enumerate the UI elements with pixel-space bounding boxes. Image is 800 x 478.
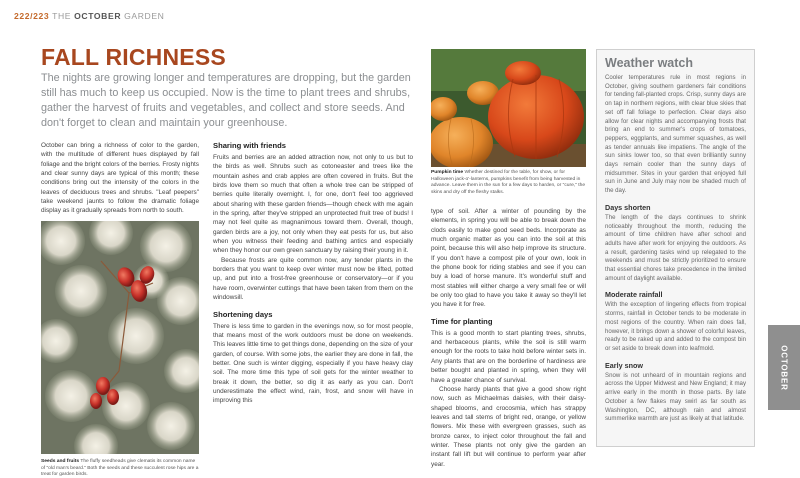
month-tab xyxy=(768,325,800,410)
weather-watch-box xyxy=(596,49,755,447)
paragraph: October can bring a richness of color to the garden, with the multitude of different hues displayed by fall foliage and the bright colors of the berries. Frosty nights and clear sunny days are typical of this month; these conditions bring out the intensity of the colors in the leaves of deciduous trees and shrubs. "Leaf peepers" take weekend jaunts to follow the dramatic foliage display as it gradually spreads from north to south. xyxy=(41,142,199,215)
caption-text: The fluffy seedheads give clematis its common name of "old man's beard." Both the seeds and these succulent rose hips are a treat for garden birds. xyxy=(41,459,199,478)
body-column-3 xyxy=(431,207,586,469)
pumpkins-photo xyxy=(431,49,586,167)
paragraph: Fruits and berries are an added attraction now, not only to us but to the birds as well. Shrubs such as cotoneaster and trees like the mountain ashes and crab apples are often covered in fruits. But the birds love them so much that often a whole tree can be stripped of berries quite literally overnight. I, for one, don't feel too aggrieved about sharing with these garden friends—though check with me again in the spring, after they've stripped an unprotected fruit tree of buds! I may not feel quite as magnanimous toward them. Overall, though, garden birds are a joy, not only when they eat pests for us, but also when you witness their feeding and bathing antics and especially when they honor our own green sanctuary by raising their young in it. xyxy=(213,154,413,255)
month-tab-label: OCTOBER xyxy=(779,344,789,391)
caption-text: Whether destined for the table, for show, or for Halloween jack-o'-lanterns, pumpkins benefit from being harvested in advance. Leave them in the sun for a few days to harden, or "cure," the skins and dry off the fleshy stalks. xyxy=(431,170,586,195)
subheading: Shortening days xyxy=(213,309,273,319)
sidebar-subheading: Moderate rainfall xyxy=(605,290,663,300)
paragraph: This is a good month to start planting trees, shrubs, and herbaceous plants, while the soil is still warm enough for the roots to take hold before winter sets in. Any plants that are on the borderline of hardiness are better bought and planted in spring, when they will have a greater chance of survival. xyxy=(431,329,586,384)
running-head xyxy=(14,11,165,21)
sidebar-subheading: Early snow xyxy=(605,360,643,370)
sidebar-paragraph: The length of the days continues to shrink noticeably throughout the month, reducing the amount of time children have after school and adults have after work for enjoying the outdoors. As a result, gardening tasks wind up relegated to the weekends and must be strictly prioritized to ensure that essential chores take precedence in the limited amount of daylight available. xyxy=(605,213,746,282)
paragraph: Choose hardy plants that give a good show right now, such as Michaelmas daisies, with their daisy-shaped blooms, and crocosmia, which has strappy leaves and tall stems of bright red, orange, or yellow flowers. Mix these with evergreen grasses, such as bronze carex, to inject color throughout the fall and winter. These plants not only give the garden an instant fall lift but will continue to perform year after year. xyxy=(431,385,586,468)
sidebar-subheading: Days shorten xyxy=(605,202,651,212)
body-column-1 xyxy=(41,141,199,216)
paragraph: There is less time to garden in the evenings now, so for most people, that means most of the work outdoors must be done on weekends. This leaves little time to get things done, depending on the size of your garden, of course. With some jobs, the earlier they are done in fall, the better. One such is winter digging, especially if you have heavy clay soil. The more time this type of soil gets for the winter weather to break it down, the better, so dig it as early as you can. Don't underestimate the effect wind, rain, frost, and snow will have in improving this xyxy=(213,322,413,405)
sidebar-title: Weather watch xyxy=(605,56,693,70)
sidebar-paragraph: Snow is not unheard of in mountain regions and across the Upper Midwest and New England; it may arrive early in the month in those parts. By late October a few flakes may swirl as far south as Washington, DC, although rain and almost summerlike warmth are just as likely at that latitude. xyxy=(605,371,746,423)
seedheads-caption xyxy=(41,459,199,478)
caption-lead: Pumpkin time xyxy=(431,170,464,175)
body-column-2 xyxy=(213,141,413,406)
sidebar-paragraph: Cooler temperatures rule in most regions in October, giving southern gardeners fair conditions for tending fall-planted crops. Crisp, sunny days are on tap in northern regions, with clear blue skies that set off fall foliage to perfection. Clear days also allow for clear nights and accompanying frosts that bring an end to summer's crops of tomatoes, peppers, eggplants, and summer squashes, as well as tender annuals like impatiens. The angle of the sun sinks lower too, so that even brilliantly sunny days remain cooler than the sunny days of midsummer. Sites in your garden that enjoyed full sun in June and July may now be shaded much of the day. xyxy=(605,74,746,195)
page-title: FALL RICHNESS xyxy=(41,44,226,70)
running-head-prefix: THE xyxy=(52,11,72,21)
subheading: Sharing with friends xyxy=(213,141,286,150)
sidebar-paragraph: With the exception of lingering effects from tropical storms, rainfall in October tends to be moderate in most regions of the country. When rain does fall, however, it brings down a shower of colorful leaves, ready to be raked up and added to the compost bin or set aside to break down into leafmold. xyxy=(605,301,746,352)
seedheads-photo xyxy=(41,221,199,454)
paragraph: type of soil. After a winter of pounding by the elements, in spring you will be able to break down the clods easily to make good seed beds. Incorporate as much organic matter as you can into the soil at this point, because this will also help improve its structure. If you don't have a compost pile of your own, look in the phone book for riding stables and see if you can buy a load of horse manure. It's wonderful stuff and most stables will either charge a very small fee or will be only too glad to have you take it away so they'll let you have it for free. xyxy=(431,208,586,309)
intro-paragraph: The nights are growing longer and temperatures are dropping, but the garden still has much to keep us occupied. Now is the time to plant trees and shrubs, gather the harvest of fruits and vegetables, and collect and store seeds. And don't forget to clean and maintain your greenhouse. xyxy=(41,72,411,129)
pumpkins-caption xyxy=(431,170,586,196)
running-head-section: OCTOBER xyxy=(74,11,122,21)
caption-lead: Seeds and fruits xyxy=(41,459,80,464)
page-numbers: 222/223 xyxy=(14,11,50,21)
subheading: Time for planting xyxy=(431,316,493,326)
running-head-suffix: GARDEN xyxy=(124,11,165,21)
paragraph: Because frosts are quite common now, any tender plants in the borders that you want to keep over winter must now be lifted, potted up, and put into a frost-free greenhouse or conservatory—or if you have room, overwinter cuttings that have been taken from them on the windowsill. xyxy=(213,256,413,302)
